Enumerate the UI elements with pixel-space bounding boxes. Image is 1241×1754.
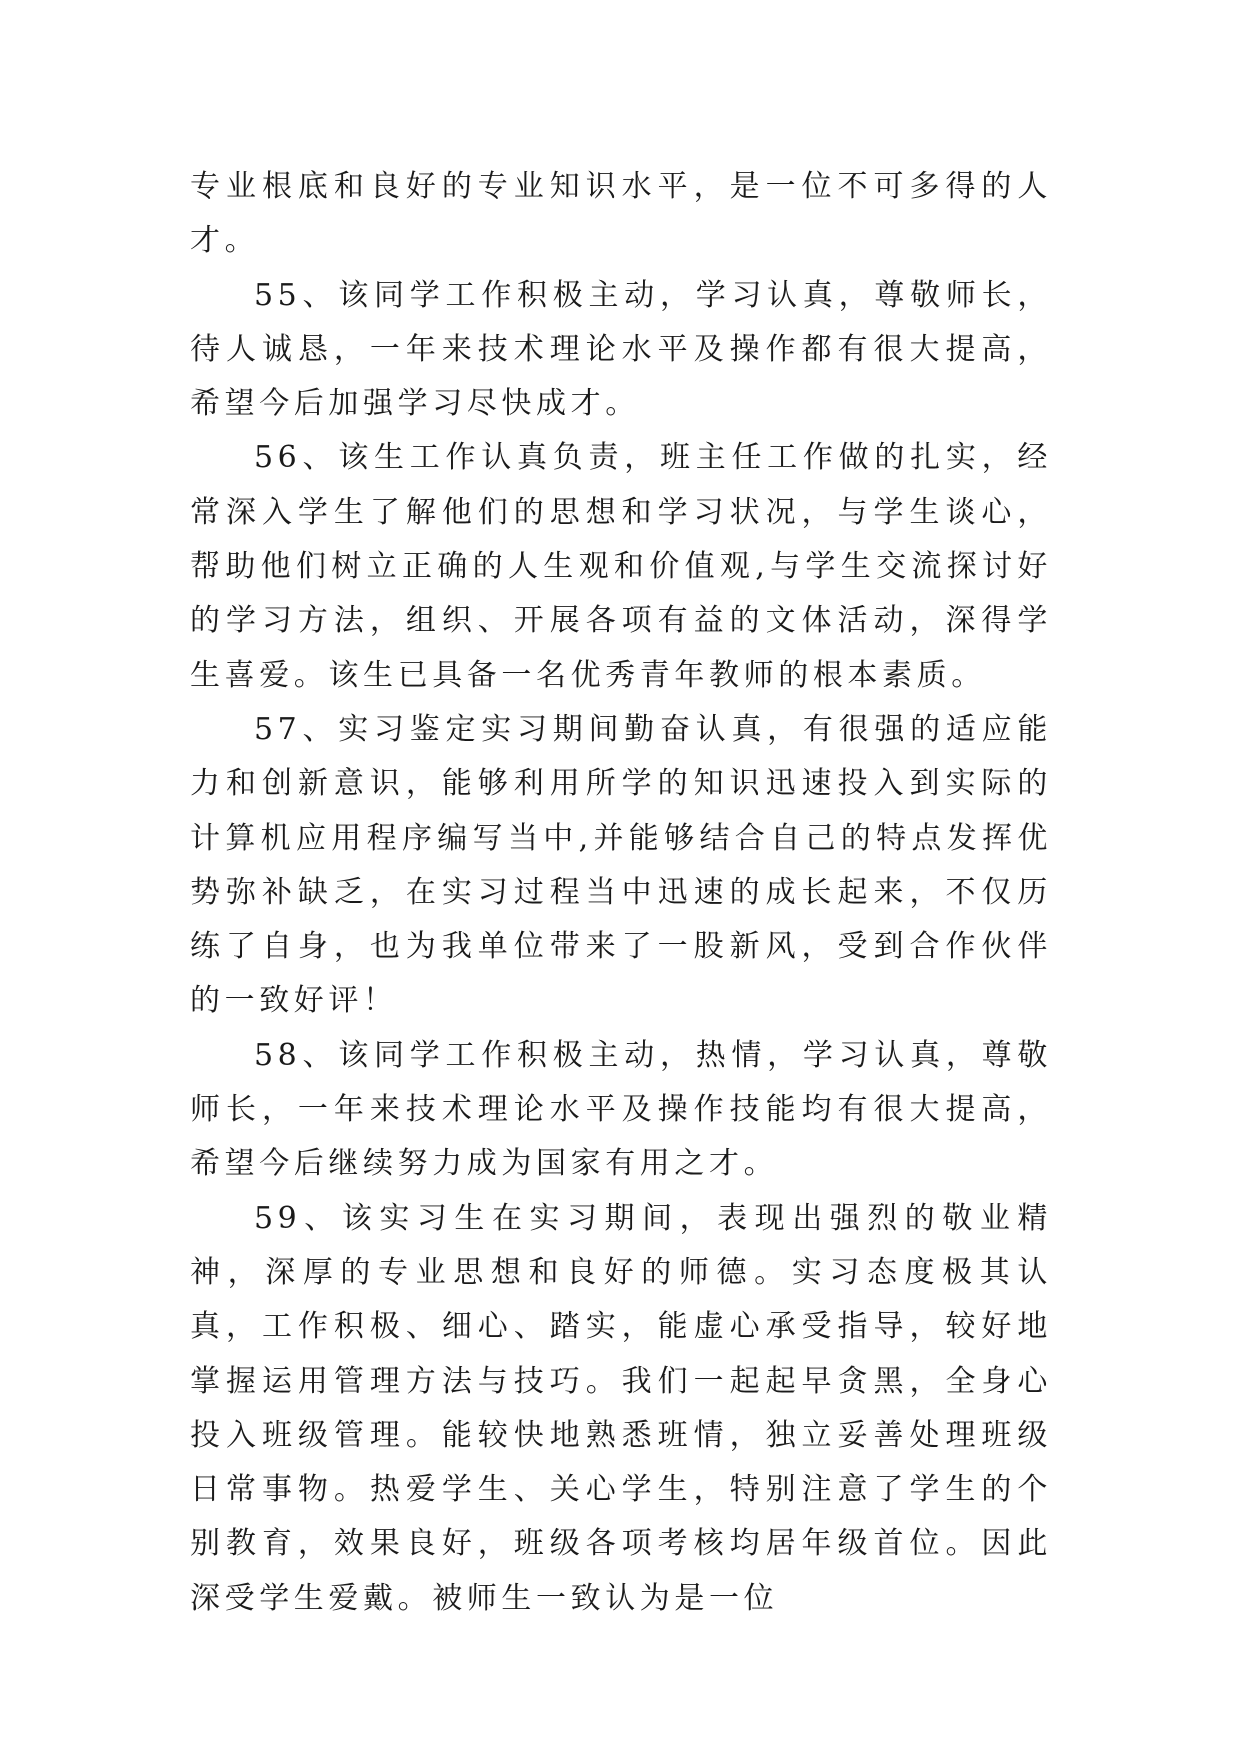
- paragraph-57: 57、实习鉴定实习期间勤奋认真，有很强的适应能力和创新意识，能够利用所学的知识迅速投入到实际的计算机应用程序编写当中,并能够结合自己的特点发挥优势弥补缺乏，在实习过程当中迅速的成长起来，不仅历练了自身，也为我单位带来了一股新风，受到合作伙伴的一致好评！: [190, 711, 1052, 1019]
- paragraph-59: 59、该实习生在实习期间，表现出强烈的敬业精神，深厚的专业思想和良好的师德。实习态度极其认真，工作积极、细心、踏实，能虚心承受指导，较好地掌握运用管理方法与技巧。我们一起起早贪黑，全身心投入班级管理。能较快地熟悉班情，独立妥善处理班级日常事物。热爱学生、关心学生，特别注意了学生的个别教育，效果良好，班级各项考核均居年级首位。因此深受学生爱戴。被师生一致认为是一位: [190, 1200, 1052, 1616]
- paragraph-56: 56、该生工作认真负责，班主任工作做的扎实，经常深入学生了解他们的思想和学习状况，与学生谈心，帮助他们树立正确的人生观和价值观,与学生交流探讨好的学习方法，组织、开展各项有益的文体活动，深得学生喜爱。该生已具备一名优秀青年教师的根本素质。: [190, 440, 1052, 693]
- paragraph-55: 55、该同学工作积极主动，学习认真，尊敬师长，待人诚恳，一年来技术理论水平及操作都有很大提高，希望今后加强学习尽快成才。: [190, 277, 1052, 422]
- paragraph-continuation: 专业根底和良好的专业知识水平，是一位不可多得的人才。: [190, 169, 1052, 259]
- paragraph-58: 58、该同学工作积极主动，热情，学习认真，尊敬师长，一年来技术理论水平及操作技能均有很大提高，希望今后继续努力成为国家有用之才。: [190, 1037, 1052, 1182]
- document-page: [190, 160, 1052, 1626]
